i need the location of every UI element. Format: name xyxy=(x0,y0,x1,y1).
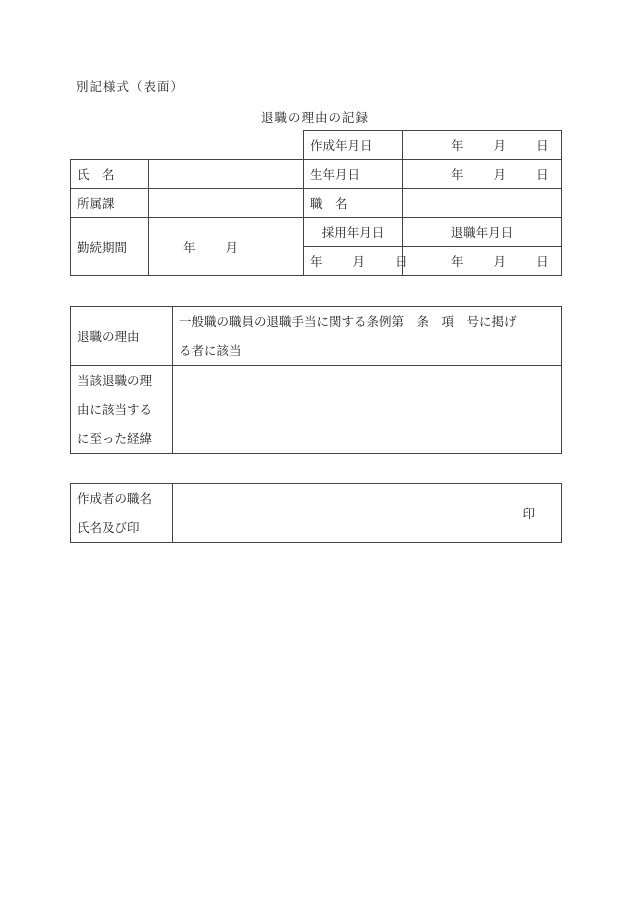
header-table xyxy=(70,130,562,276)
day-unit: 日 xyxy=(536,254,549,269)
author-label-line2: 氏名及び印 xyxy=(77,520,140,535)
reason-row xyxy=(71,307,562,366)
position-field[interactable] xyxy=(403,189,562,218)
retirement-date-label: 退職年月日 xyxy=(403,218,562,247)
created-date-field[interactable] xyxy=(403,131,562,160)
reason-text-line2: る者に該当 xyxy=(179,343,242,358)
reason-text xyxy=(173,307,562,366)
hire-date-label: 採用年月日 xyxy=(304,218,403,247)
department-row xyxy=(71,189,562,218)
seal-mark: 印 xyxy=(522,506,535,521)
circumstances-label-line3: に至った経緯 xyxy=(77,431,153,446)
created-date-row xyxy=(71,131,562,160)
circumstances-field[interactable] xyxy=(173,366,562,454)
month-unit: 月 xyxy=(493,138,507,153)
service-period-label: 勤続期間 xyxy=(71,218,149,276)
name-label: 氏 名 xyxy=(71,160,149,189)
author-label-line1: 作成者の職名 xyxy=(77,491,153,506)
blank-cell xyxy=(71,131,304,160)
form-label: 別記様式（表面） xyxy=(76,79,185,94)
department-label: 所属課 xyxy=(71,189,149,218)
month-unit: 月 xyxy=(493,167,507,182)
day-unit: 日 xyxy=(536,138,549,153)
position-label: 職 名 xyxy=(304,189,403,218)
year-unit: 年 xyxy=(451,254,464,269)
year-unit: 年 xyxy=(183,239,196,255)
name-row xyxy=(71,160,562,189)
year-unit: 年 xyxy=(310,254,323,269)
month-unit: 月 xyxy=(225,239,239,255)
author-label xyxy=(71,484,173,543)
hire-date-field[interactable] xyxy=(304,247,408,276)
birth-date-label: 生年月日 xyxy=(304,160,403,189)
created-date-label: 作成年月日 xyxy=(304,131,403,160)
circumstances-row xyxy=(71,366,562,454)
service-period-field[interactable] xyxy=(149,218,304,276)
month-unit: 月 xyxy=(352,254,366,269)
birth-date-field[interactable] xyxy=(403,160,562,189)
name-field[interactable] xyxy=(149,160,304,189)
author-row xyxy=(71,484,562,543)
author-table xyxy=(70,483,562,543)
reason-label: 退職の理由 xyxy=(71,307,173,366)
circumstances-label xyxy=(71,366,173,454)
document-title: 退職の理由の記録 xyxy=(260,110,369,125)
service-row-top xyxy=(71,218,562,247)
author-field[interactable] xyxy=(173,484,562,543)
reason-table xyxy=(70,306,562,454)
reason-text-line1: 一般職の職員の退職手当に関する条例第 条 項 号に掲げ xyxy=(179,314,517,329)
circumstances-label-line2: 由に該当する xyxy=(77,402,153,417)
circumstances-label-line1: 当該退職の理 xyxy=(77,373,153,388)
month-unit: 月 xyxy=(493,254,507,269)
day-unit: 日 xyxy=(395,254,408,269)
department-field[interactable] xyxy=(149,189,304,218)
year-unit: 年 xyxy=(451,138,464,153)
year-unit: 年 xyxy=(451,167,464,182)
day-unit: 日 xyxy=(536,167,549,182)
retirement-date-field[interactable] xyxy=(403,247,562,276)
